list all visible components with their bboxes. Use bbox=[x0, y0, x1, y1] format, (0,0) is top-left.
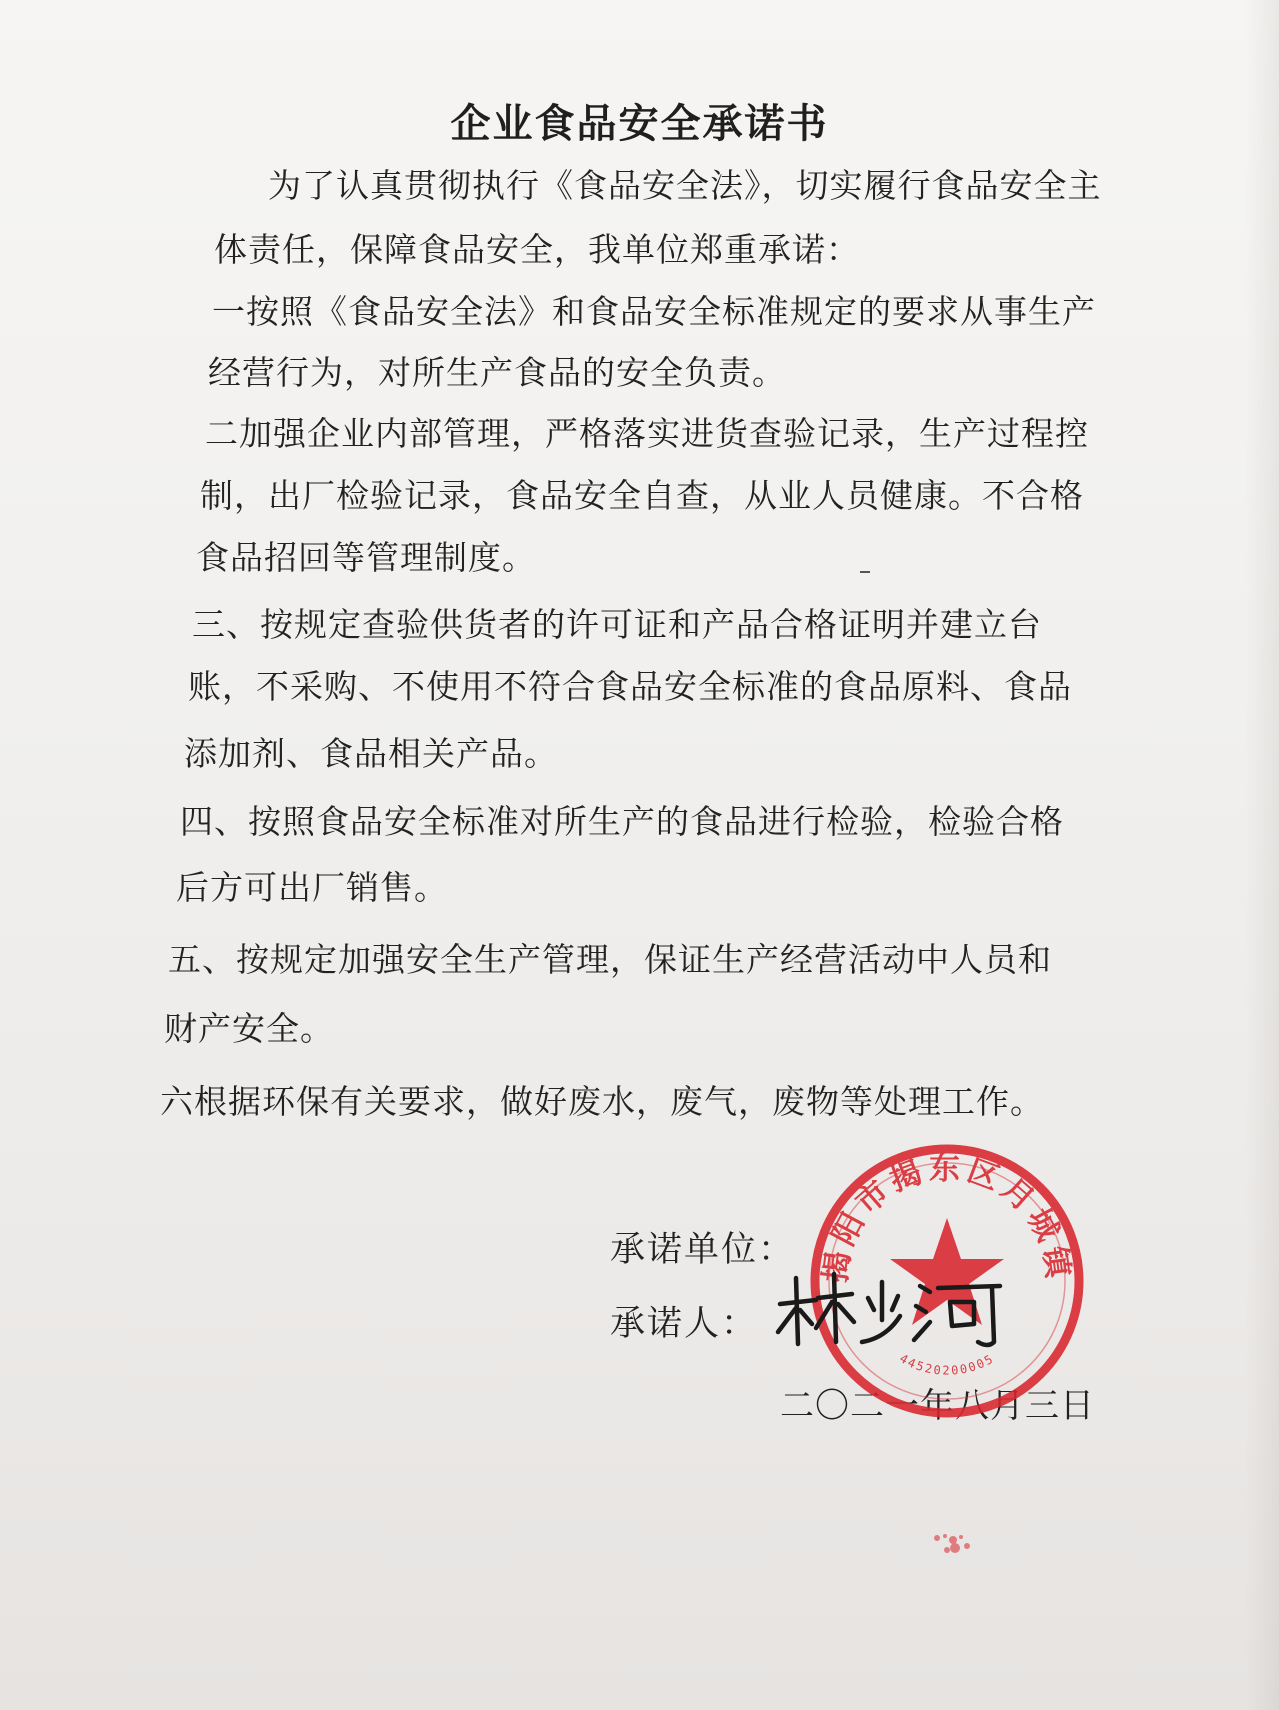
body-line: 体责任，保障食品安全，我单位郑重承诺： bbox=[214, 230, 860, 269]
document-date: 二〇二一年八月三日 bbox=[780, 1386, 1095, 1426]
body-line: 食品招回等管理制度。 bbox=[196, 538, 536, 577]
body-line: 三、按规定查验供货者的许可证和产品合格证明并建立台 bbox=[192, 605, 1042, 644]
body-line: 添加剂、食品相关产品。 bbox=[184, 734, 558, 773]
pen-mark bbox=[860, 571, 870, 573]
seal-text: 揭阳市揭东区月城镇 bbox=[817, 1150, 1077, 1285]
body-line: 后方可出厂销售。 bbox=[176, 868, 448, 907]
body-line: 财产安全。 bbox=[164, 1009, 334, 1048]
seal-code: 44520200005 bbox=[897, 1351, 997, 1378]
ink-smudge-icon bbox=[925, 1528, 985, 1560]
svg-text:44520200005 bbox=[897, 1351, 997, 1377]
body-line: 一按照《食品安全法》和食品安全标准规定的要求从事生产 bbox=[212, 292, 1096, 331]
body-line: 二加强企业内部管理，严格落实进货查验记录，生产过程控 bbox=[205, 414, 1089, 453]
promisor-label: 承诺人： bbox=[610, 1304, 759, 1344]
body-line: 五、按规定加强安全生产管理，保证生产经营活动中人员和 bbox=[168, 940, 1052, 979]
body-line: 经营行为，对所生产食品的安全负责。 bbox=[208, 353, 786, 392]
handwritten-signature-icon bbox=[770, 1262, 1010, 1352]
body-line: 为了认真贯彻执行《食品安全法》，切实履行食品安全主 bbox=[268, 166, 1102, 205]
body-line: 账，不采购、不使用不符合食品安全标准的食品原料、食品 bbox=[188, 667, 1072, 706]
body-line: 制，出厂检验记录，食品安全自查，从业人员健康。不合格 bbox=[200, 476, 1084, 515]
promisor-unit-label: 承诺单位： bbox=[610, 1230, 796, 1270]
paper-shadow bbox=[1245, 0, 1279, 1710]
body-line: 六根据环保有关要求，做好废水，废气，废物等处理工作。 bbox=[160, 1082, 1044, 1121]
body-line: 四、按照食品安全标准对所生产的食品进行检验，检验合格 bbox=[180, 802, 1064, 841]
document-title: 企业食品安全承诺书 bbox=[450, 100, 829, 147]
